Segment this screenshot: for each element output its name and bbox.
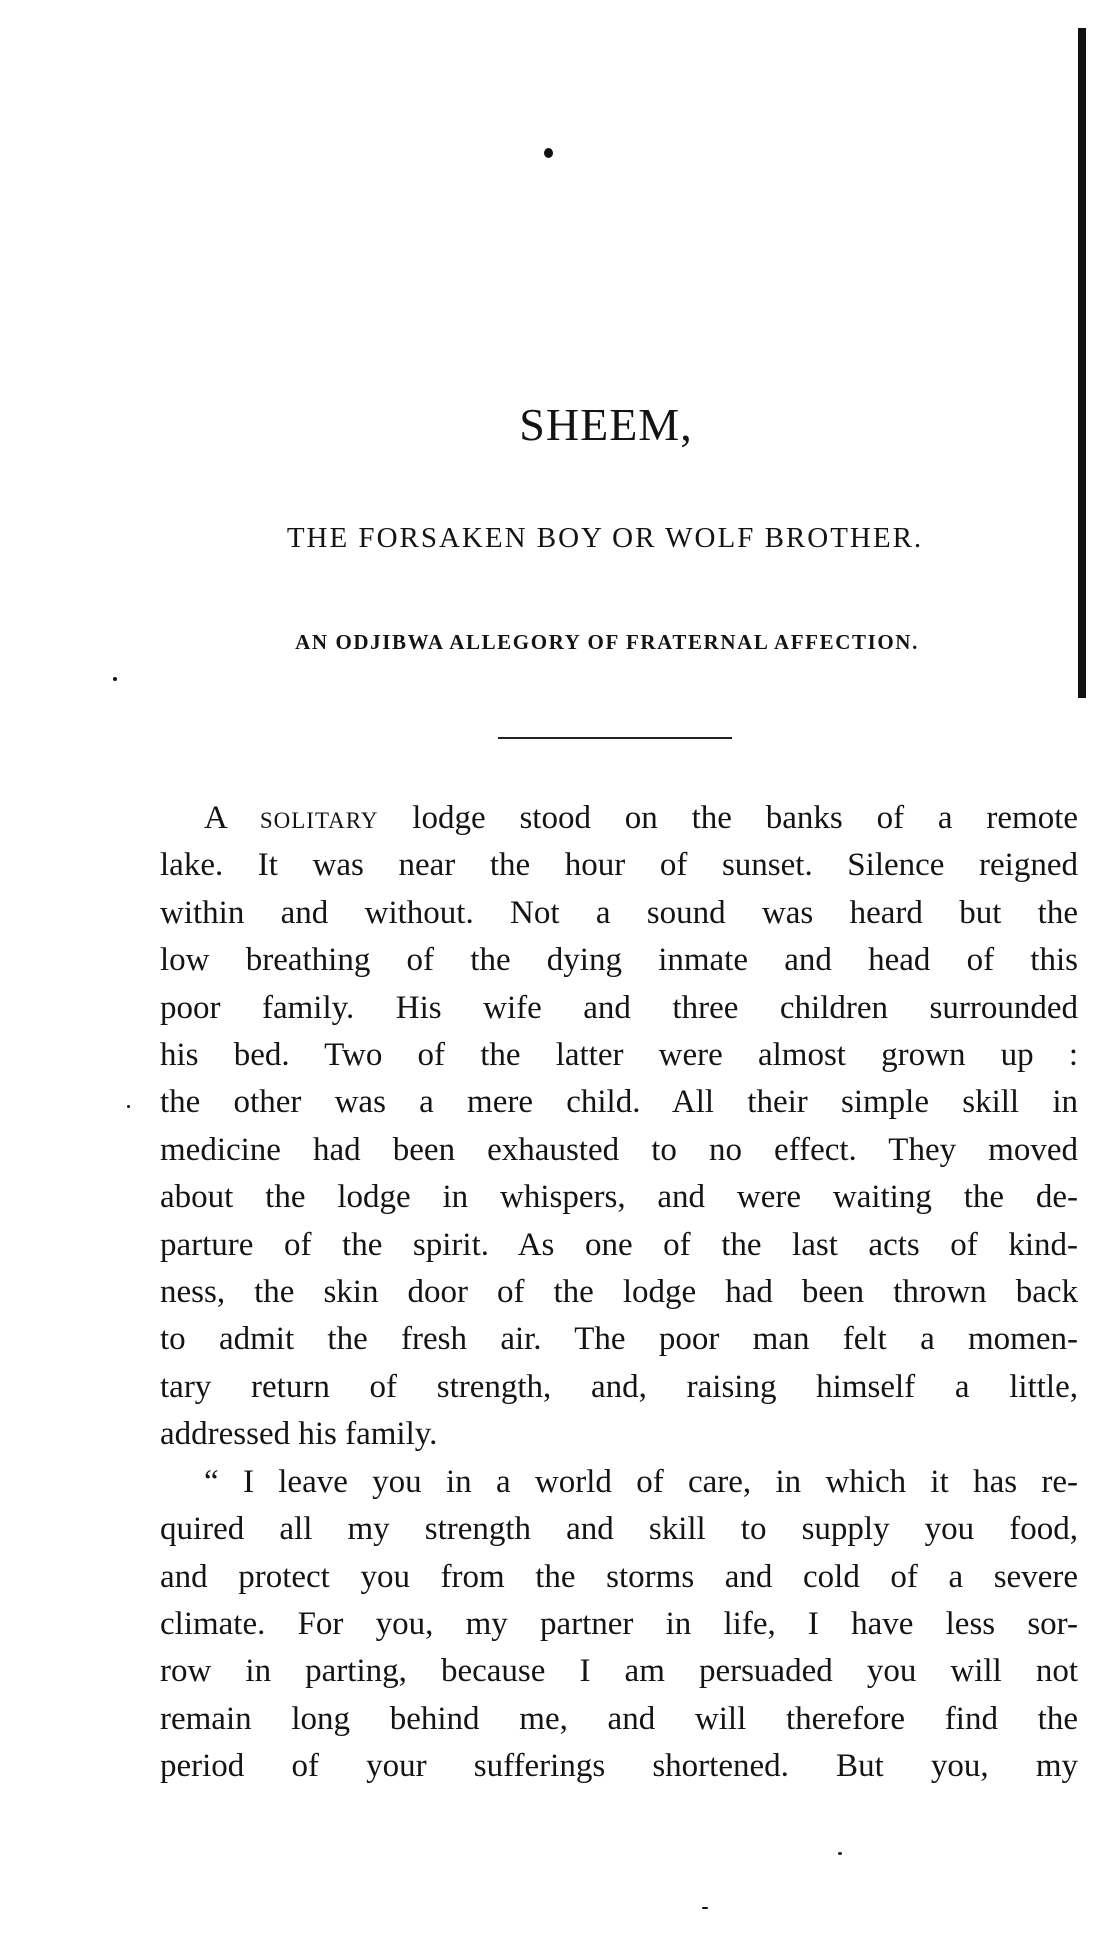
paragraph-2 xyxy=(160,1459,1078,1791)
text-line: poor family. His wife and three children surrounded xyxy=(160,989,1078,1026)
chapter-body xyxy=(160,795,1078,1791)
ink-speck xyxy=(702,1907,708,1909)
text-line: lake. It was near the hour of sunset. Silence reigned xyxy=(160,847,1078,884)
ink-speck xyxy=(127,1105,130,1108)
text-line: to admit the fresh air. The poor man felt a momen- xyxy=(160,1321,1078,1358)
chapter-subtitle: THE FORSAKEN BOY OR WOLF BROTHER. xyxy=(286,522,924,554)
text-line: and protect you from the storms and cold of a severe xyxy=(160,1558,1078,1595)
text-line: tary return of strength, and, raising himself a little, xyxy=(160,1368,1078,1405)
page-edge-shadow xyxy=(1078,28,1086,698)
ink-speck xyxy=(113,677,117,681)
text-line: “ I leave you in a world of care, in which it has re- xyxy=(204,1463,1078,1500)
text-line: addressed his family. xyxy=(160,1416,438,1453)
text-line: his bed. Two of the latter were almost grown up : xyxy=(160,1037,1078,1074)
text-line: within and without. Not a sound was heard but the xyxy=(160,894,1078,931)
text-line: the other was a mere child. All their simple skill in xyxy=(160,1084,1078,1121)
text-line: low breathing of the dying inmate and head of this xyxy=(160,942,1078,979)
text-line: ness, the skin door of the lodge had been thrown back xyxy=(160,1274,1078,1311)
opening-word: A xyxy=(204,800,227,836)
text-line: climate. For you, my partner in life, I have less sor- xyxy=(160,1605,1078,1642)
text-line: parture of the spirit. As one of the last acts of kind- xyxy=(160,1226,1078,1263)
text-line: row in parting, because I am persuaded you will not xyxy=(160,1653,1078,1690)
opening-smallcaps: solitary xyxy=(259,800,379,836)
chapter-description: AN ODJIBWA ALLEGORY OF FRATERNAL AFFECTION. xyxy=(295,630,919,654)
text-line: period of your sufferings shortened. But you, my xyxy=(160,1748,1078,1785)
opening-line-rest: lodge stood on the banks of a remote xyxy=(378,800,1079,836)
section-divider xyxy=(498,737,732,739)
text-line: quired all my strength and skill to supply you food, xyxy=(160,1511,1078,1548)
text-line: about the lodge in whispers, and were waiting the de- xyxy=(160,1179,1078,1216)
ink-speck xyxy=(838,1852,842,1855)
text-line: medicine had been exhausted to no effect. They moved xyxy=(160,1131,1078,1168)
ink-speck xyxy=(544,148,553,158)
text-line: remain long behind me, and will therefore find the xyxy=(160,1700,1078,1737)
paragraph-1 xyxy=(160,795,1078,1459)
text-line xyxy=(160,795,1078,842)
chapter-title: SHEEM, xyxy=(519,399,693,450)
